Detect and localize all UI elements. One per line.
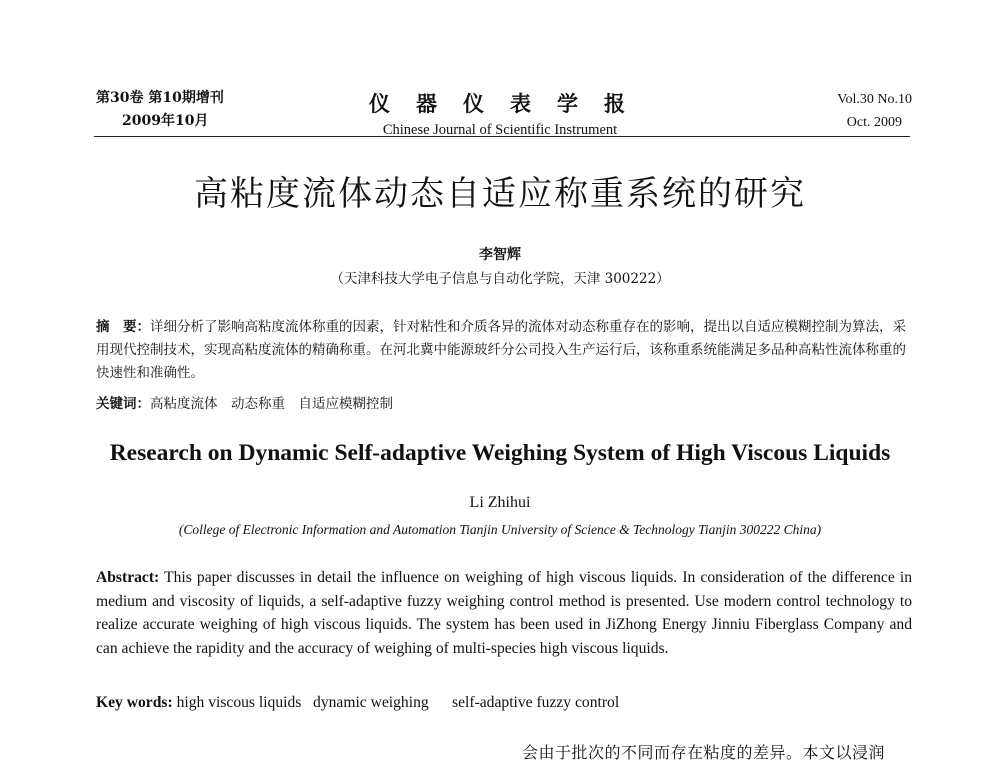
abstract-cn-label: 摘 要： xyxy=(96,319,150,335)
volume-issue-en: Vol.30 No.10 xyxy=(837,92,912,107)
volume-issue-cn: 第30卷 第10期增刊 xyxy=(96,90,224,106)
affiliation-en: (College of Electronic Information and Automation Tianjin University of Science & Technology Tianjin 300222 China) xyxy=(178,522,822,537)
date-en: Oct. 2009 xyxy=(846,114,902,130)
abstract-en-text: This paper discusses in detail the influence on weighing of high viscous liquids. In consideration of the difference in medium and viscosity of liquids, a self-adaptive fuzzy weighing control method is presented. Use modern control technology to realize accurate weighing of high viscous liquids. The system has been used in JiZhong Energy Jinniu Fiberglass Company and can achieve the rapidity and the accuracy of weighing of multi-species high viscous liquids. xyxy=(96,569,912,657)
keywords-cn xyxy=(96,392,912,412)
abstract-en-label: Abstract: xyxy=(96,569,160,586)
paper-title-en: Research on Dynamic Self-adaptive Weighing System of High Viscous Liquids xyxy=(109,440,891,466)
paper-title-cn: 高粘度流体动态自适应称重系统的研究 xyxy=(194,174,806,214)
body-text-fragment: 会由于批次的不同而存在粘度的差异。本文以浸润 xyxy=(522,743,886,762)
header-volume-en xyxy=(837,92,912,132)
keywords-cn-text: 高粘度流体 动态称重 自适应模糊控制 xyxy=(150,396,393,412)
keywords-cn-label: 关键词： xyxy=(96,396,150,412)
date-cn: 2009年10月 xyxy=(122,112,209,129)
affiliation-cn: （天津科技大学电子信息与自动化学院，天津 300222） xyxy=(330,271,670,287)
abstract-cn-text: 详细分析了影响高粘度流体称重的因素，针对粘性和介质各异的流体对动态称重存在的影响，提出以自适应模糊控制为算法，采用现代控制技术，实现高粘度流体的精确称重。在河北冀中能源玻纤分公司投入生产运行后，该称重系统能满足多品种高粘性流体称重的快速性和准确性。 xyxy=(96,319,906,381)
journal-name-en: Chinese Journal of Scientific Instrument xyxy=(382,122,618,138)
author-cn: 李智辉 xyxy=(479,247,521,263)
header-rule xyxy=(94,136,910,137)
abstract-cn xyxy=(96,316,912,385)
keywords-en xyxy=(96,694,912,712)
abstract-en xyxy=(96,566,912,660)
keywords-en-text: high viscous liquids dynamic weighing self-adaptive fuzzy control xyxy=(176,694,620,711)
journal-name-cn: 仪器仪表学报 xyxy=(369,91,651,116)
author-en: Li Zhihui xyxy=(469,494,531,511)
keywords-en-label: Key words: xyxy=(96,694,173,711)
